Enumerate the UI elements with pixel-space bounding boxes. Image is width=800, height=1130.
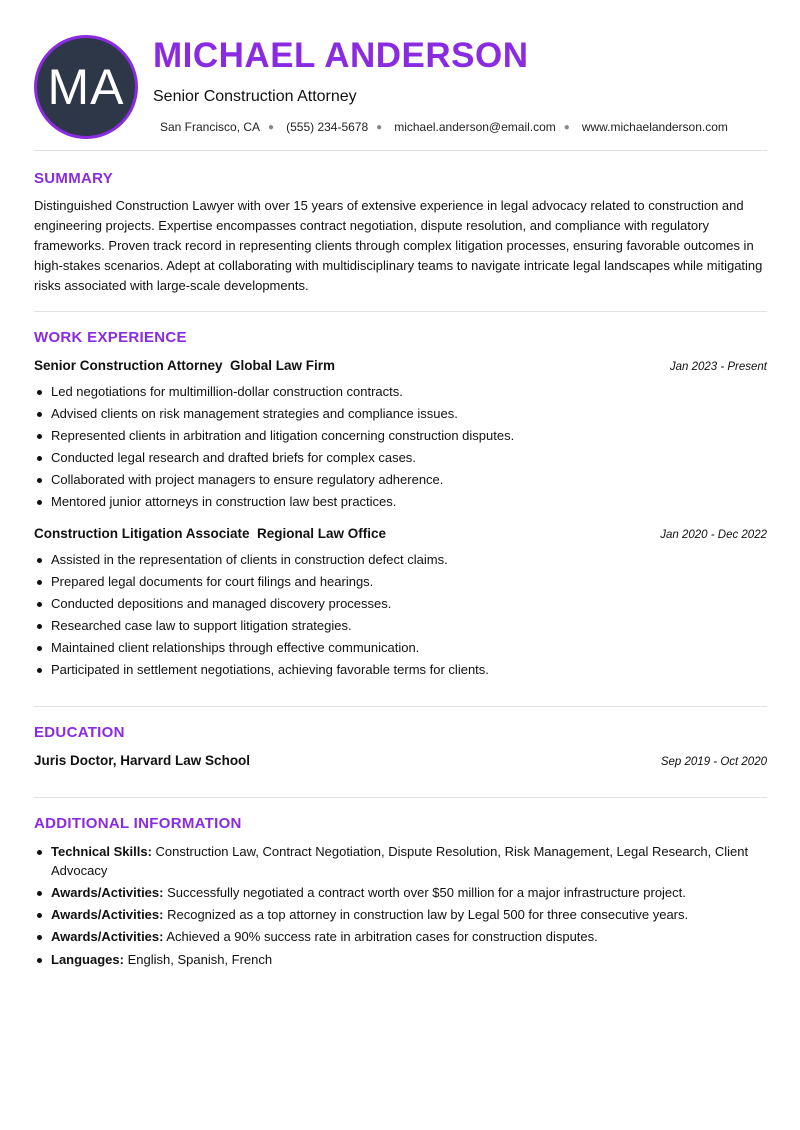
item-text: English, Spanish, French xyxy=(127,952,273,967)
job-header xyxy=(34,358,767,373)
contact-email[interactable]: michael.anderson@email.com xyxy=(394,120,556,134)
avatar-initials: MA xyxy=(47,59,125,115)
education-heading: EDUCATION xyxy=(34,724,125,741)
list-item: Conducted legal research and drafted briefs for complex cases. xyxy=(34,447,767,469)
job-header xyxy=(34,526,767,541)
list-item xyxy=(34,950,767,969)
experience-heading: WORK EXPERIENCE xyxy=(34,329,187,346)
summary-text: Distinguished Construction Lawyer with over 15 years of extensive experience in legal advocacy related to construction and engineering projects. Expertise encompasses contract negotiation, dispute resolution, and compliance with regulatory frameworks. Proven track record in representing clients through complex litigation processes, ensuring favorable outcomes in high-stakes scenarios. Adept at collaborating with multidisciplinary teams to navigate intricate legal landscapes while mitigating risks associated with large-scale developments. xyxy=(34,198,763,293)
list-item: Maintained client relationships through effective communication. xyxy=(34,637,767,659)
separator-dot-icon: ● xyxy=(376,121,383,133)
item-label: Awards/Activities: xyxy=(51,929,164,944)
contact-line xyxy=(160,120,728,134)
separator-dot-icon: ● xyxy=(268,121,275,133)
list-item: Researched case law to support litigation strategies. xyxy=(34,615,767,637)
list-item xyxy=(34,905,767,924)
divider xyxy=(34,150,767,151)
item-label: Awards/Activities: xyxy=(51,885,164,900)
education-dates: Sep 2019 - Oct 2020 xyxy=(660,756,767,768)
divider xyxy=(34,706,767,707)
separator-dot-icon: ● xyxy=(563,121,570,133)
job-bullets xyxy=(34,549,767,681)
list-item xyxy=(34,883,767,902)
job-title: Construction Litigation Associate xyxy=(34,526,250,541)
list-item xyxy=(34,927,767,946)
item-label: Languages: xyxy=(51,952,124,967)
education-degree: Juris Doctor, Harvard Law School xyxy=(34,753,251,768)
summary-heading: SUMMARY xyxy=(34,170,114,187)
list-item: Led negotiations for multimillion-dollar construction contracts. xyxy=(34,381,767,403)
list-item: Conducted depositions and managed discovery processes. xyxy=(34,593,767,615)
job-dates: Jan 2023 - Present xyxy=(669,361,767,373)
divider xyxy=(34,797,767,798)
avatar xyxy=(34,35,138,139)
job-dates: Jan 2020 - Dec 2022 xyxy=(660,529,767,541)
additional-heading: ADDITIONAL INFORMATION xyxy=(34,815,242,832)
list-item: Represented clients in arbitration and litigation concerning construction disputes. xyxy=(34,425,767,447)
item-text: Successfully negotiated a contract worth over $50 million for a major infrastructure project. xyxy=(167,885,686,900)
list-item: Advised clients on risk management strategies and compliance issues. xyxy=(34,403,767,425)
list-item: Assisted in the representation of clients in construction defect claims. xyxy=(34,549,767,571)
job-title-line xyxy=(34,358,335,373)
item-text: Achieved a 90% success rate in arbitration cases for construction disputes. xyxy=(166,929,598,944)
list-item: Collaborated with project managers to ensure regulatory adherence. xyxy=(34,469,767,491)
job-bullets xyxy=(34,381,767,513)
candidate-name: MICHAEL ANDERSON xyxy=(153,36,529,75)
education-entry xyxy=(34,753,767,768)
list-item: Prepared legal documents for court filings and hearings. xyxy=(34,571,767,593)
job-title: Senior Construction Attorney xyxy=(34,358,223,373)
list-item xyxy=(34,842,767,880)
contact-location: San Francisco, CA xyxy=(160,120,261,134)
item-label: Awards/Activities: xyxy=(51,907,164,922)
job-company: Regional Law Office xyxy=(257,526,387,541)
additional-list xyxy=(34,842,767,972)
candidate-role: Senior Construction Attorney xyxy=(153,88,357,105)
divider xyxy=(34,311,767,312)
contact-website[interactable]: www.michaelanderson.com xyxy=(581,120,728,134)
item-text: Recognized as a top attorney in construction law by Legal 500 for three consecutive years. xyxy=(167,907,689,922)
job-title-line xyxy=(34,526,386,541)
list-item: Participated in settlement negotiations, achieving favorable terms for clients. xyxy=(34,659,767,681)
job-company: Global Law Firm xyxy=(230,358,336,373)
list-item: Mentored junior attorneys in construction law best practices. xyxy=(34,491,767,513)
item-label: Technical Skills: xyxy=(51,844,152,859)
item-text: Construction Law, Contract Negotiation, Dispute Resolution, Risk Management, Legal Research, Client Advocacy xyxy=(51,844,749,878)
contact-phone: (555) 234-5678 xyxy=(286,120,369,134)
